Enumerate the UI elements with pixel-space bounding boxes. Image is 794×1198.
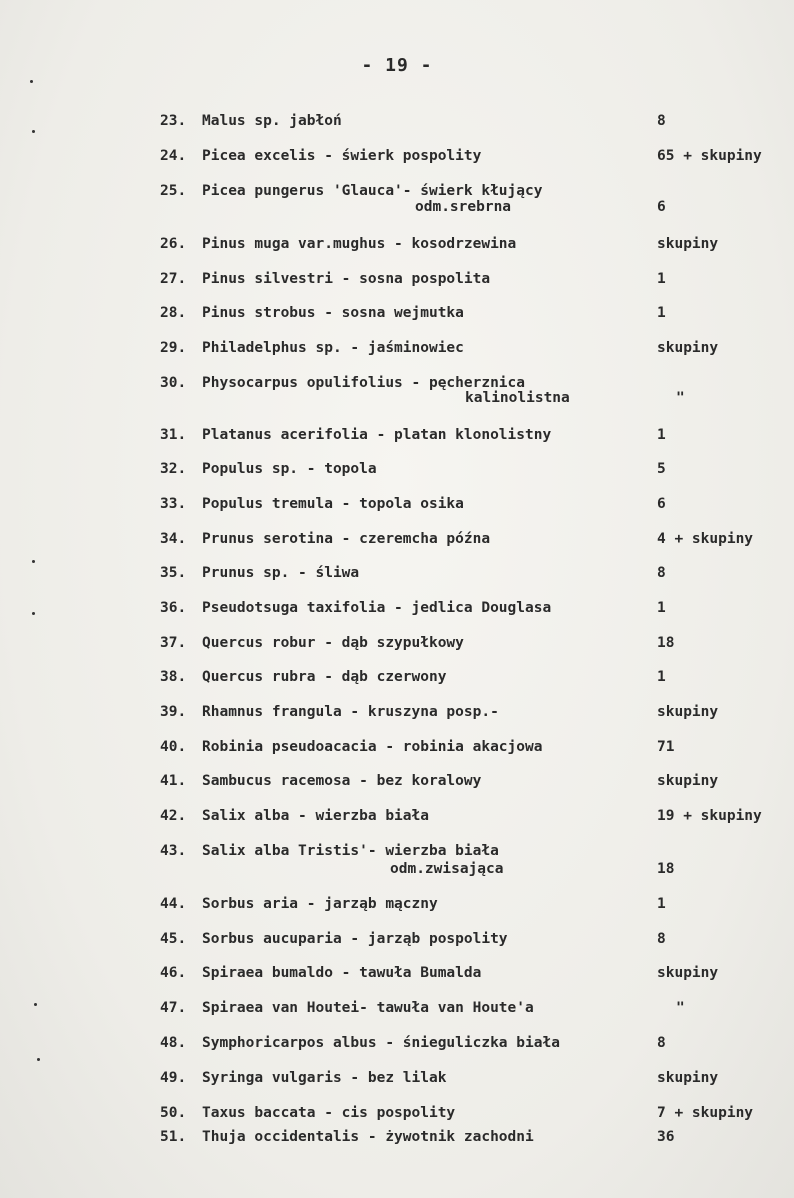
- quantity: 1: [657, 305, 666, 321]
- item-number: 32.: [160, 461, 187, 477]
- quantity: 1: [657, 896, 666, 912]
- quantity: 36: [657, 1129, 675, 1145]
- species-name: Spiraea van Houtei- tawuła van Houte'a: [202, 1000, 534, 1016]
- species-variety: kalinolistna: [465, 390, 570, 406]
- species-name: Physocarpus opulifolius - pęcherznica: [202, 375, 526, 391]
- quantity: 65 + skupiny: [657, 148, 762, 164]
- item-number: 26.: [160, 236, 187, 252]
- species-name: Sambucus racemosa - bez koralowy: [202, 773, 482, 789]
- species-name: Philadelphus sp. - jaśminowiec: [202, 340, 464, 356]
- quantity: ": [676, 390, 685, 406]
- quantity: skupiny: [657, 773, 719, 789]
- quantity: 5: [657, 461, 666, 477]
- item-number: 39.: [160, 704, 187, 720]
- species-name: Syringa vulgaris - bez lilak: [202, 1070, 447, 1086]
- species-name: Picea pungerus 'Glauca'- świerk kłujący: [202, 183, 543, 199]
- item-number: 47.: [160, 1000, 187, 1016]
- species-name: Prunus sp. - śliwa: [202, 565, 360, 581]
- quantity: 7 + skupiny: [657, 1105, 754, 1121]
- item-number: 29.: [160, 340, 187, 356]
- species-name: Sorbus aucuparia - jarząb pospolity: [202, 931, 508, 947]
- quantity: 71: [657, 739, 675, 755]
- quantity: 1: [657, 669, 666, 685]
- item-number: 40.: [160, 739, 187, 755]
- species-name: Salix alba - wierzba biała: [202, 808, 429, 824]
- quantity: 8: [657, 113, 666, 129]
- item-number: 46.: [160, 965, 187, 981]
- margin-mark: [32, 130, 35, 133]
- quantity: 6: [657, 496, 666, 512]
- quantity: 1: [657, 271, 666, 287]
- item-number: 36.: [160, 600, 187, 616]
- species-name: Spiraea bumaldo - tawuła Bumalda: [202, 965, 482, 981]
- item-number: 43.: [160, 843, 187, 859]
- quantity: 1: [657, 600, 666, 616]
- quantity: skupiny: [657, 340, 719, 356]
- quantity: skupiny: [657, 704, 719, 720]
- species-name: Malus sp. jabłoń: [202, 113, 342, 129]
- item-number: 41.: [160, 773, 187, 789]
- species-name: Thuja occidentalis - żywotnik zachodni: [202, 1129, 534, 1145]
- species-name: Populus sp. - topola: [202, 461, 377, 477]
- quantity: 8: [657, 565, 666, 581]
- species-name: Populus tremula - topola osika: [202, 496, 464, 512]
- species-name: Salix alba Tristis'- wierzba biała: [202, 843, 499, 859]
- item-number: 45.: [160, 931, 187, 947]
- species-name: Quercus rubra - dąb czerwony: [202, 669, 447, 685]
- margin-mark: [37, 1058, 40, 1061]
- item-number: 49.: [160, 1070, 187, 1086]
- species-name: Prunus serotina - czeremcha późna: [202, 531, 491, 547]
- item-number: 23.: [160, 113, 187, 129]
- quantity: skupiny: [657, 236, 719, 252]
- quantity: ": [676, 1000, 685, 1016]
- item-number: 42.: [160, 808, 187, 824]
- quantity: 18: [657, 861, 675, 877]
- item-number: 25.: [160, 183, 187, 199]
- margin-mark: [34, 1003, 37, 1006]
- item-number: 31.: [160, 427, 187, 443]
- species-name: Pinus silvestri - sosna pospolita: [202, 271, 491, 287]
- quantity: 18: [657, 635, 675, 651]
- item-number: 38.: [160, 669, 187, 685]
- item-number: 34.: [160, 531, 187, 547]
- item-number: 33.: [160, 496, 187, 512]
- quantity: 8: [657, 931, 666, 947]
- species-name: Pseudotsuga taxifolia - jedlica Douglasa: [202, 600, 552, 616]
- margin-mark: [32, 612, 35, 615]
- species-name: Picea excelis - świerk pospolity: [202, 148, 482, 164]
- species-variety: odm.srebrna: [415, 199, 512, 215]
- item-number: 24.: [160, 148, 187, 164]
- quantity: skupiny: [657, 1070, 719, 1086]
- item-number: 28.: [160, 305, 187, 321]
- item-number: 30.: [160, 375, 187, 391]
- item-number: 48.: [160, 1035, 187, 1051]
- item-number: 37.: [160, 635, 187, 651]
- quantity: 8: [657, 1035, 666, 1051]
- item-number: 35.: [160, 565, 187, 581]
- species-name: Platanus acerifolia - platan klonolistny: [202, 427, 552, 443]
- item-number: 44.: [160, 896, 187, 912]
- species-variety: odm.zwisająca: [390, 861, 504, 877]
- species-name: Rhamnus frangula - kruszyna posp.-: [202, 704, 499, 720]
- page-number: - 19 -: [361, 55, 433, 76]
- item-number: 51.: [160, 1129, 187, 1145]
- item-number: 27.: [160, 271, 187, 287]
- species-name: Symphoricarpos albus - śnieguliczka biała: [202, 1035, 560, 1051]
- species-name: Pinus muga var.mughus - kosodrzewina: [202, 236, 517, 252]
- species-name: Taxus baccata - cis pospolity: [202, 1105, 456, 1121]
- species-name: Sorbus aria - jarząb mączny: [202, 896, 438, 912]
- quantity: 1: [657, 427, 666, 443]
- species-name: Robinia pseudoacacia - robinia akacjowa: [202, 739, 543, 755]
- margin-mark: [32, 560, 35, 563]
- quantity: skupiny: [657, 965, 719, 981]
- species-name: Pinus strobus - sosna wejmutka: [202, 305, 464, 321]
- quantity: 19 + skupiny: [657, 808, 762, 824]
- species-name: Quercus robur - dąb szypułkowy: [202, 635, 464, 651]
- quantity: 6: [657, 199, 666, 215]
- quantity: 4 + skupiny: [657, 531, 754, 547]
- item-number: 50.: [160, 1105, 187, 1121]
- margin-mark: [30, 80, 33, 83]
